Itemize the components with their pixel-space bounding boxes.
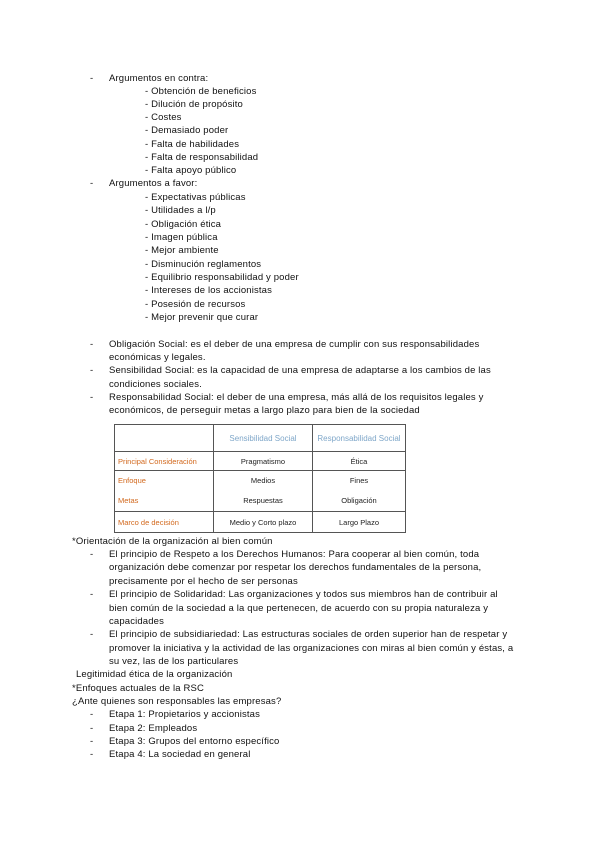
favor-item: - Expectativas públicas <box>145 192 246 203</box>
stage-item: Etapa 1: Propietarios y accionistas <box>109 709 260 720</box>
legitimidad-line: Legitimidad ética de la organización <box>76 669 233 680</box>
bullet-dash: - <box>90 549 94 560</box>
cell: Pragmatismo <box>214 452 313 471</box>
bullet-dash: - <box>90 339 94 350</box>
bullet-dash: - <box>90 178 94 189</box>
definition-sensibilidad-cont: condiciones sociales. <box>109 379 202 390</box>
bullet-dash: - <box>90 73 94 84</box>
principle-solidaridad-cont: capacidades <box>109 616 164 627</box>
favor-item: - Imagen pública <box>145 232 218 243</box>
favor-item: - Posesión de recursos <box>145 299 246 310</box>
contra-item: - Obtención de beneficios <box>145 86 257 97</box>
favor-item: - Utilidades a l/p <box>145 205 216 216</box>
table-row <box>115 452 406 471</box>
row-label-enfoque: Enfoque <box>118 476 146 485</box>
principle-respeto-cont: organización debe comenzar por respetar los derechos fundamentales de la persona, <box>109 562 482 573</box>
principle-solidaridad-cont: bien común de la sociedad a la que pertenecen, de acuerdo con su propia naturaleza y <box>109 603 489 614</box>
table-header-row <box>115 425 406 452</box>
contra-item: - Dilución de propósito <box>145 99 243 110</box>
definition-sensibilidad: Sensibilidad Social: es la capacidad de una empresa de adaptarse a los cambios de las <box>109 365 491 376</box>
orientacion-heading: *Orientación de la organización al bien común <box>72 536 273 547</box>
definition-responsabilidad: Responsabilidad Social: el deber de una empresa, más allá de los requisitos legales y <box>109 392 484 403</box>
principle-respeto-cont: precisamente por el hecho de ser personas <box>109 576 298 587</box>
comparison-table <box>114 424 406 533</box>
principle-subsidiariedad: El principio de subsidiariedad: Las estructuras sociales de orden superior han de respetar y <box>109 629 508 640</box>
principle-respeto: El principio de Respeto a los Derechos Humanos: Para cooperar al bien común, toda <box>109 549 480 560</box>
principle-solidaridad: El principio de Solidaridad: Las organizaciones y todos sus miembros han de contribuir al <box>109 589 498 600</box>
stage-item: Etapa 3: Grupos del entorno específico <box>109 736 280 747</box>
cell <box>214 471 313 512</box>
favor-item: - Equilibrio responsabilidad y poder <box>145 272 299 283</box>
contra-heading: Argumentos en contra: <box>109 73 209 84</box>
definition-responsabilidad-cont: económicos, de perseguir metas a largo plazo para bien de la sociedad <box>109 405 420 416</box>
cell: Ética <box>313 452 406 471</box>
cell: Medio y Corto plazo <box>214 512 313 533</box>
table-row <box>115 471 406 512</box>
bullet-dash: - <box>90 629 94 640</box>
cell: Largo Plazo <box>313 512 406 533</box>
row-label-enfoque-metas <box>115 471 214 512</box>
table-header-responsabilidad: Responsabilidad Social <box>313 425 406 452</box>
row-label-principal: Principal Consideración <box>115 452 214 471</box>
bullet-dash: - <box>90 749 94 760</box>
stage-item: Etapa 2: Empleados <box>109 723 198 734</box>
favor-heading: Argumentos a favor: <box>109 178 198 189</box>
contra-item: - Falta apoyo público <box>145 165 237 176</box>
definition-obligacion-cont: económicas y legales. <box>109 352 206 363</box>
stage-item: Etapa 4: La sociedad en general <box>109 749 251 760</box>
row-label-metas: Metas <box>118 496 139 505</box>
contra-item: - Costes <box>145 112 182 123</box>
enfoques-heading: *Enfoques actuales de la RSC <box>72 683 204 694</box>
favor-item: - Disminución reglamentos <box>145 259 262 270</box>
contra-item: - Falta de habilidades <box>145 139 240 150</box>
contra-item: - Demasiado poder <box>145 125 229 136</box>
row-label-marco: Marco de decisión <box>115 512 214 533</box>
cell-medios: Medios <box>250 476 276 485</box>
contra-item: - Falta de responsabilidad <box>145 152 259 163</box>
bullet-dash: - <box>90 736 94 747</box>
table-row <box>115 512 406 533</box>
cell <box>313 471 406 512</box>
cell-respuestas: Respuestas <box>243 496 283 505</box>
principle-subsidiariedad-cont: su vez, las de los particulares <box>109 656 239 667</box>
bullet-dash: - <box>90 723 94 734</box>
bullet-dash: - <box>90 589 94 600</box>
responsables-question: ¿Ante quienes son responsables las empresas? <box>72 696 282 707</box>
table-header-sensibilidad: Sensibilidad Social <box>214 425 313 452</box>
bullet-dash: - <box>90 392 94 403</box>
favor-item: - Mejor ambiente <box>145 245 219 256</box>
bullet-dash: - <box>90 365 94 376</box>
favor-item: - Obligación ética <box>145 219 222 230</box>
definition-obligacion: Obligación Social: es el deber de una empresa de cumplir con sus responsabilidades <box>109 339 480 350</box>
favor-item: - Intereses de los accionistas <box>145 285 273 296</box>
table-corner-cell <box>115 425 214 452</box>
bullet-dash: - <box>90 709 94 720</box>
favor-item: - Mejor prevenir que curar <box>145 312 259 323</box>
cell-fines: Fines <box>349 476 369 485</box>
cell-obligacion: Obligación <box>341 496 377 505</box>
principle-subsidiariedad-cont: promover la iniciativa y la actividad de las organizaciones con miras al bien común y éstas, a <box>109 643 514 654</box>
